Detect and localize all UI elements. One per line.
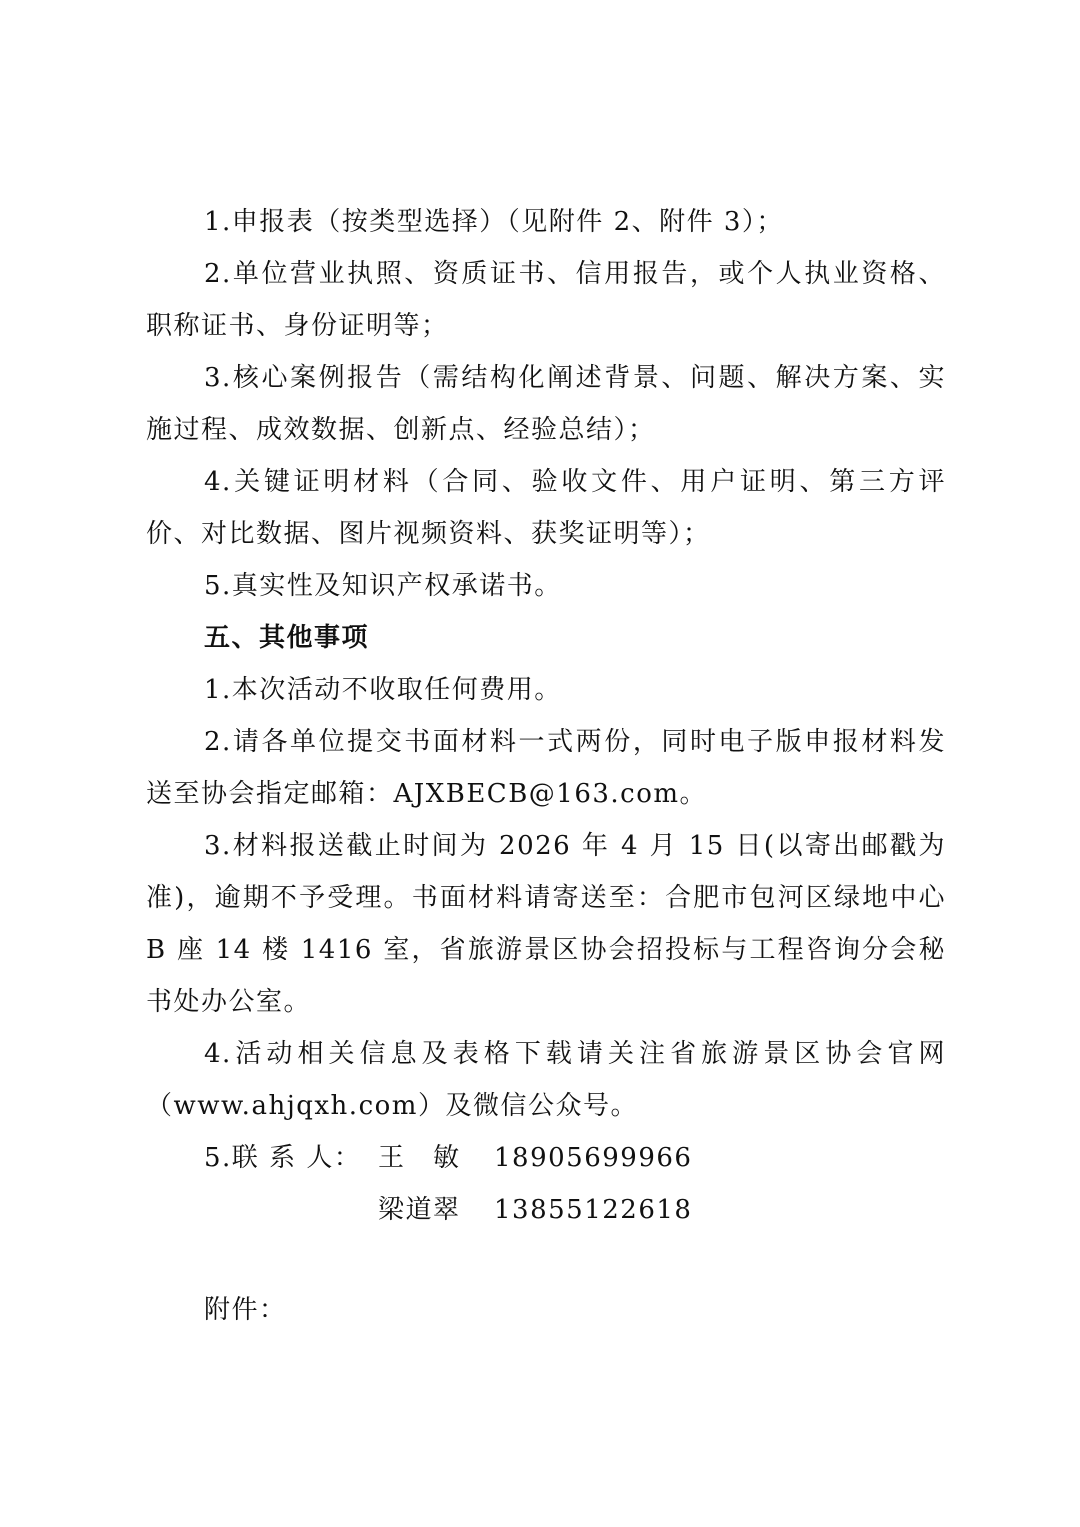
material-item-2: 2.单位营业执照、资质证书、信用报告，或个人执业资格、职称证书、身份证明等； xyxy=(146,259,946,341)
contact-row-2 xyxy=(146,1184,946,1236)
contact-phone-1: 18905699966 xyxy=(494,1143,693,1173)
material-item-3: 3.核心案例报告（需结构化阐述背景、问题、解决方案、实施过程、成效数据、创新点、经验总结）； xyxy=(146,363,946,445)
other-item-4: 4.活动相关信息及表格下载请关注省旅游景区协会官网（www.ahjqxh.com）及微信公众号。 xyxy=(146,1039,946,1121)
spacer xyxy=(146,1236,946,1284)
material-item-1: 1.申报表（按类型选择）（见附件 2、附件 3）； xyxy=(204,207,784,237)
contact-row-1 xyxy=(146,1132,946,1184)
attachment-label: 附件： xyxy=(204,1295,287,1325)
contact-name-1: 王 敏 xyxy=(378,1143,461,1173)
contact-name-2: 梁道翠 xyxy=(378,1195,461,1225)
other-item-3: 3.材料报送截止时间为 2026 年 4 月 15 日(以寄出邮戳为准)，逾期不予受理。书面材料请寄送至：合肥市包河区绿地中心 B 座 14 楼 1416 室，省旅游景区协会招投标与工程咨询分会秘书处办公室。 xyxy=(146,831,946,1017)
contact-phone-2: 13855122618 xyxy=(494,1195,693,1225)
material-item-4: 4.关键证明材料（合同、验收文件、用户证明、第三方评价、对比数据、图片视频资料、获奖证明等）； xyxy=(146,467,946,549)
section-heading-other-matters: 五、其他事项 xyxy=(204,623,370,653)
document-body xyxy=(146,196,946,1336)
other-item-1: 1.本次活动不收取任何费用。 xyxy=(204,675,562,705)
contact-label: 5.联 系 人： xyxy=(204,1143,362,1173)
material-item-5: 5.真实性及知识产权承诺书。 xyxy=(204,571,562,601)
other-item-2: 2.请各单位提交书面材料一式两份，同时电子版申报材料发送至协会指定邮箱：AJXBECB@163.com。 xyxy=(146,727,946,809)
